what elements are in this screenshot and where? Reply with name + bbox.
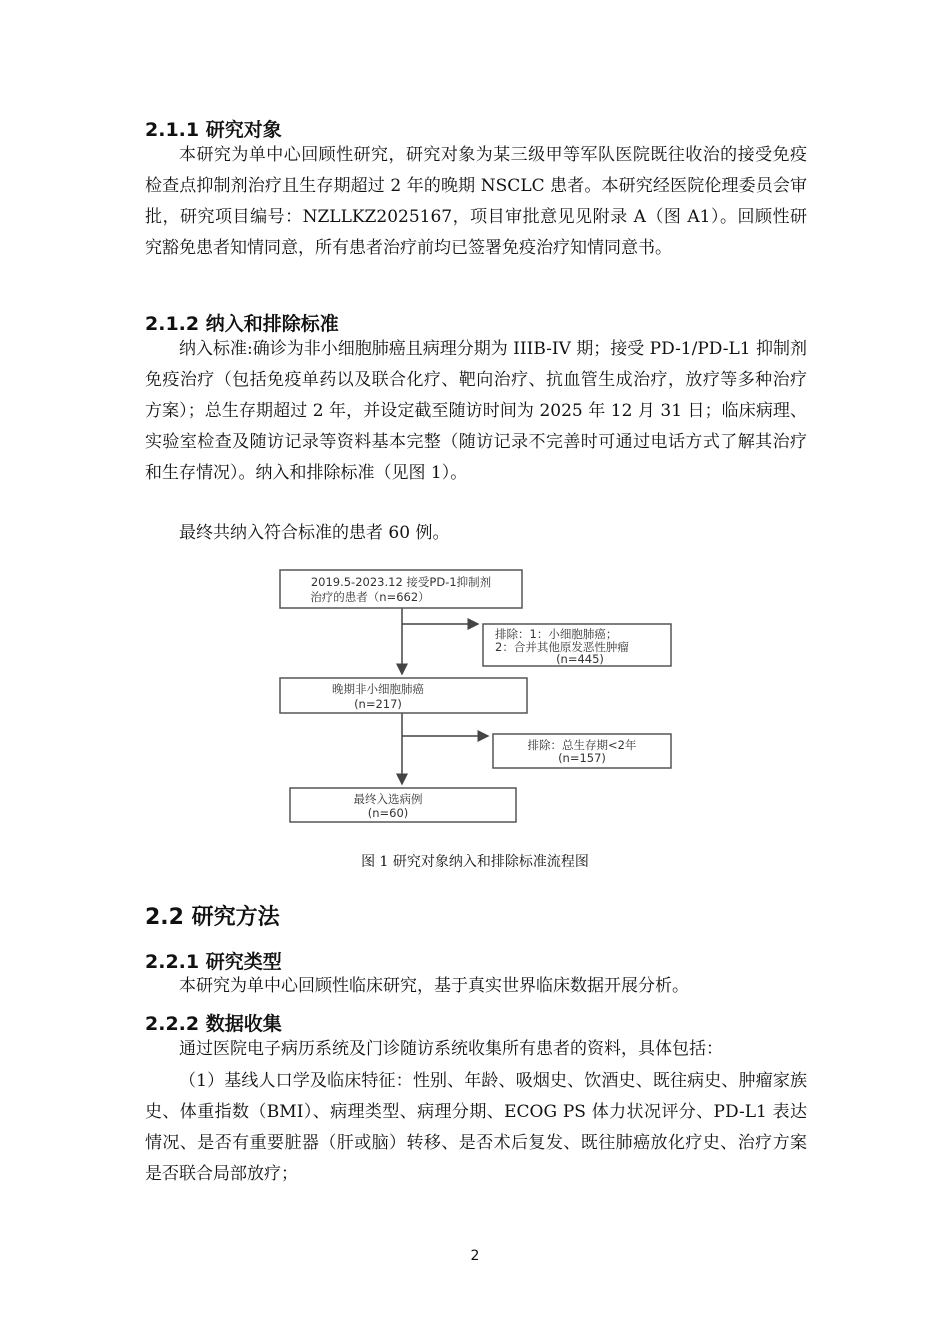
paragraph-study-type: 本研究为单中心回顾性临床研究，基于真实世界临床数据开展分析。 [179, 976, 689, 996]
flow-box-advanced-line1: 晚期非小细胞肺癌 [332, 682, 424, 696]
flow-box-advanced-line2: (n=217) [354, 697, 402, 711]
section-heading-2-2: 2.2 研究方法 [145, 905, 280, 930]
flow-box-final-line2: (n=60) [367, 806, 409, 820]
figure-caption: 图 1 研究对象纳入和排除标准流程图 [361, 854, 589, 870]
paragraph-inclusion-criteria: 纳入标准:确诊为非小细胞肺癌且病理分期为 IIIB-IV 期；接受 PD-1/PD-L1 抑制剂免疫治疗（包括免疫单药以及联合化疗、靶向治疗、抗血管生成治疗，放疗等多种治疗方案）；总生存期超过 2 年，并设定截至随访时间为 2025 年 12 月 31 日；临床病理、实验室检查及随访记录等资料基本完整（随访记录不完善时可通过电话方式了解其治疗和生存情况）。纳入和排除标准（见图 1）。 [145, 339, 807, 483]
flow-box-initial-line1: 2019.5-2023.12 接受PD-1抑制剂 [310, 575, 492, 589]
paragraph-study-subjects: 本研究为单中心回顾性研究，研究对象为某三级甲等军队医院既往收治的接受免疫检查点抑制剂治疗且生存期超过 2 年的晚期 NSCLC 患者。本研究经医院伦理委员会审批，研究项目编号：NZLLKZ2025167，项目审批意见见附录 A（图 A1）。回顾性研究豁免患者知情同意，所有患者治疗前均已签署免疫治疗知情同意书。 [145, 145, 807, 258]
paragraph-final-count: 最终共纳入符合标准的患者 60 例。 [179, 523, 450, 543]
exclusion-2-line1: 排除：总生存期<2年 [527, 738, 637, 752]
paragraph-baseline-features: （1）基线人口学及临床特征：性别、年龄、吸烟史、饮酒史、既往病史、肿瘤家族史、体重指数（BMI）、病理类型、病理分期、ECOG PS 体力状况评分、PD-L1 表达情况、是否有重要脏器（肝或脑）转移、是否术后复发、既往肺癌放化疗史、治疗方案是否联合局部放疗； [145, 1071, 807, 1184]
flowchart-figure [270, 560, 690, 840]
exclusion-1-line1: 排除：1：小细胞肺癌； [495, 627, 618, 641]
exclusion-1-line3: (n=445) [556, 652, 604, 666]
flow-box-final-line1: 最终入选病例 [353, 792, 423, 806]
exclusion-1-line2: 2：合并其他原发恶性肿瘤 [495, 640, 629, 654]
paragraph-data-collection: 通过医院电子病历系统及门诊随访系统收集所有患者的资料，具体包括： [179, 1039, 723, 1059]
section-heading-2-1-1: 2.1.1 研究对象 [145, 119, 282, 141]
section-heading-2-2-2: 2.2.2 数据收集 [145, 1013, 282, 1035]
flow-box-initial-line2: 治疗的患者（n=662） [310, 590, 430, 604]
section-heading-2-1-2: 2.1.2 纳入和排除标准 [145, 313, 339, 335]
section-heading-2-2-1: 2.2.1 研究类型 [145, 951, 282, 973]
page-number: 2 [470, 1248, 480, 1264]
exclusion-2-line2: (n=157) [558, 751, 606, 765]
